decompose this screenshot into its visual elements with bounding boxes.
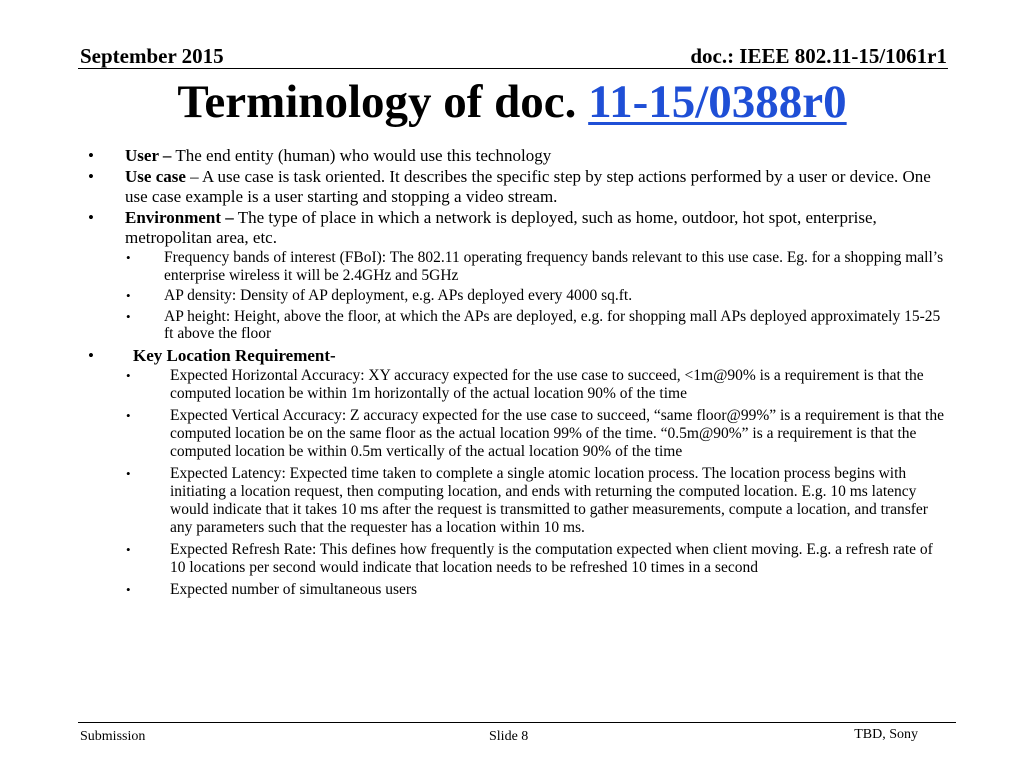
sub-text: Expected number of simultaneous users <box>170 580 418 598</box>
desc-user: The end entity (human) who would use this technology <box>171 146 552 165</box>
bullet-dot: • <box>88 146 94 165</box>
bullet-dot: • <box>88 345 94 365</box>
sub-bullet-ap-height <box>84 308 944 343</box>
footer-slide-number: Slide 8 <box>489 729 529 744</box>
slide-title <box>0 74 1024 130</box>
term-key-location: Key Location Requirement- <box>133 345 336 365</box>
sub-bullet-fboi <box>84 249 944 284</box>
bullet-dot: • <box>126 308 131 324</box>
desc-use-case: – A use case is task oriented. It describes the specific step by step actions performed by a user or device. One use case example is a user starting and stopping a video stream. <box>125 167 931 206</box>
sub-bullet-refresh-rate <box>84 541 944 577</box>
sub-text: Expected Latency: Expected time taken to complete a single atomic location process. The location process begins with initiating a location request, then computing location, and ends with returning the computed location. E.g. 10 ms latency would indicate that it takes 10 ms after the request is transmitted to gather measurements, compute a location, and transfer any parameters such that the requester has a location within 10 ms. <box>170 464 928 536</box>
bullet-dot: • <box>126 288 131 303</box>
bullet-dot: • <box>126 250 131 265</box>
sub-bullet-vertical-accuracy <box>84 407 944 461</box>
sub-bullet-ap-density <box>84 287 944 305</box>
term-user: User – <box>125 146 172 165</box>
footer-submission: Submission <box>80 729 146 744</box>
bullet-dot: • <box>126 367 131 383</box>
header-doc-id: doc.: IEEE 802.11-15/1061r1 <box>690 44 947 68</box>
sub-text: AP density: Density of AP deployment, e.g. APs deployed every 4000 sq.ft. <box>164 287 633 304</box>
bullet-user <box>84 146 944 166</box>
sub-text: Frequency bands of interest (FBoI): The 802.11 operating frequency bands relevant to this use case. Eg. for a shopping mall’s enterprise wireless it will be 2.4GHz and 5GHz <box>164 249 944 284</box>
doc-reference-link[interactable]: 11-15/0388r0 <box>588 76 847 128</box>
slide-body <box>84 146 944 603</box>
header-date: September 2015 <box>80 44 224 68</box>
slide-title-text: Terminology of doc. <box>177 76 589 128</box>
sub-text: Expected Refresh Rate: This defines how frequently is the computation expected when client moving. E.g. a refresh rate of 10 locations per second would indicate that location needs to be refreshed 10 times in a second <box>170 540 933 576</box>
bullet-use-case <box>84 167 944 207</box>
term-environment: Environment – <box>125 208 234 227</box>
sub-bullet-latency <box>84 465 944 537</box>
bullet-dot: • <box>126 581 131 597</box>
bullet-dot: • <box>88 208 94 227</box>
bullet-key-location <box>84 346 944 366</box>
sub-text: Expected Vertical Accuracy: Z accuracy expected for the use case to succeed, “same floor@99%” is a requirement is that the computed location be on the same floor as the actual location 99% of the time. “0.5m@90%” is a requirement is that the computed location be within 0.5m vertically of the actual location 90% of the time <box>170 406 944 460</box>
term-use-case: Use case <box>125 167 186 186</box>
bullet-dot: • <box>126 407 131 423</box>
sub-bullet-simultaneous-users <box>84 581 944 599</box>
footer-author: TBD, Sony <box>854 727 918 742</box>
sub-bullet-horizontal-accuracy <box>84 367 944 403</box>
desc-environment: The type of place in which a network is deployed, such as home, outdoor, hot spot, enterprise, metropolitan area, etc. <box>125 208 877 247</box>
footer-divider <box>78 722 956 723</box>
bullet-dot: • <box>126 465 131 481</box>
sub-text: AP height: Height, above the floor, at which the APs are deployed, e.g. for shopping mall APs deployed approximately 15-25 ft above the floor <box>164 307 941 342</box>
bullet-dot: • <box>88 167 94 186</box>
bullet-dot: • <box>126 541 131 557</box>
bullet-environment <box>84 208 944 248</box>
sub-text: Expected Horizontal Accuracy: XY accuracy expected for the use case to succeed, <1m@90% is a requirement is that the computed location be within 1m horizontally of the actual location 90% of the time <box>170 366 924 402</box>
header-divider <box>78 68 948 69</box>
